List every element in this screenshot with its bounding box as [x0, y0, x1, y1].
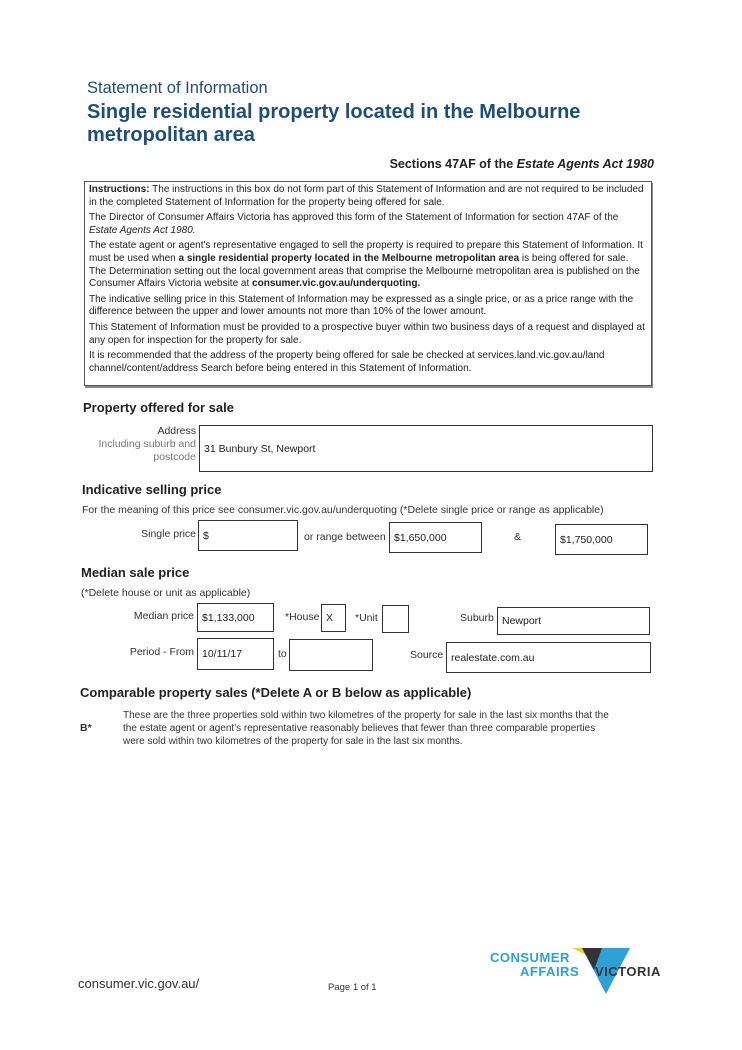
- document-title: Single residential property located in the Melbourne metropolitan area: [87, 101, 581, 146]
- single-price-field[interactable]: $: [198, 520, 298, 551]
- price-heading: Indicative selling price: [82, 482, 222, 497]
- document-kicker: Statement of Information: [87, 79, 268, 97]
- option-marker: B*: [80, 722, 92, 734]
- period-from-label: Period - From: [129, 646, 194, 658]
- address-sublabel-2: postcode: [153, 451, 196, 463]
- median-price-label: Median price: [133, 610, 194, 622]
- unit-label: *Unit: [355, 612, 378, 624]
- house-label: *House: [285, 611, 320, 623]
- unit-field[interactable]: [382, 605, 409, 633]
- instructions-p5: This Statement of Information must be provided to a prospective buyer within two business days of a request and displayed at any open for inspection for the property for sale.: [89, 321, 645, 346]
- instructions-box: [84, 181, 652, 386]
- comparable-text-line-3: were sold within two kilometres of the property for sale in the last six months.: [123, 736, 463, 747]
- source-field[interactable]: realestate.com.au: [446, 642, 651, 673]
- instructions-p1: [89, 184, 647, 209]
- instructions-p2-act: Estate Agents Act 1980.: [89, 224, 196, 236]
- suburb-label: Suburb: [460, 612, 494, 624]
- logo-text-consumer: CONSUMER: [490, 950, 570, 965]
- comparable-text-line-2: the estate agent or agent's representative reasonably believes that fewer than three comparable properties: [123, 723, 596, 734]
- instructions-p3-link[interactable]: consumer.vic.gov.au/underquoting.: [252, 278, 421, 290]
- consumer-affairs-victoria-logo: [490, 948, 660, 998]
- single-price-label: Single price: [141, 528, 196, 540]
- instructions-p3-a: The estate agent or agent's representative engaged to sell the property is required to prepare this Statement of Information. It must be used when: [89, 240, 643, 264]
- page-number: Page 1 of 1: [328, 982, 377, 993]
- address-field[interactable]: 31 Bunbury St, Newport: [199, 425, 653, 472]
- median-heading: Median sale price: [81, 565, 190, 580]
- instructions-p1-text: The instructions in this box do not form part of this Statement of Information and are not required to be included in the completed Statement of Information for the property being offered for sale.: [89, 184, 644, 208]
- range-ampersand: &: [514, 531, 522, 543]
- footer-url[interactable]: consumer.vic.gov.au/: [78, 976, 200, 991]
- comparable-heading: Comparable property sales (*Delete A or B below as applicable): [80, 685, 472, 700]
- house-field[interactable]: X: [321, 604, 346, 632]
- address-sublabel-1: Including suburb and: [98, 438, 196, 450]
- property-heading: Property offered for sale: [83, 400, 234, 415]
- act-reference-prefix: Sections 47AF of the: [389, 157, 517, 171]
- source-label: Source: [410, 649, 444, 661]
- range-low-field[interactable]: $1,650,000: [389, 522, 482, 553]
- suburb-field[interactable]: Newport: [497, 607, 650, 635]
- instructions-p3: [89, 240, 647, 290]
- instructions-p4: The indicative selling price in this Statement of Information may be expressed as a single price, or as a price range with the difference between the upper and lower amounts not more than 10% of the lower amount.: [89, 293, 634, 318]
- range-high-field[interactable]: $1,750,000: [555, 524, 648, 555]
- median-price-field[interactable]: $1,133,000: [197, 603, 274, 632]
- act-reference-name: Estate Agents Act 1980: [516, 157, 654, 171]
- price-note: For the meaning of this price see consumer.vic.gov.au/underquoting (*Delete single price or range as applicable): [82, 504, 604, 516]
- comparable-text-line-1: These are the three properties sold within two kilometres of the property for sale in the last six months that the: [123, 710, 609, 721]
- instructions-p3-c: is being offered for sale. The Determination setting out the local government areas that comprise the Melbourne metropolitan area is published on the Consumer Affairs Victoria website at: [89, 252, 640, 290]
- instructions-label: Instructions:: [89, 184, 150, 195]
- period-from-field[interactable]: 10/11/17: [197, 638, 274, 670]
- median-note: (*Delete house or unit as applicable): [81, 587, 251, 599]
- comparable-text: [123, 709, 609, 748]
- instructions-p6: It is recommended that the address of the property being offered for sale be checked at services.land.vic.gov.au/land channel/content/address Search before being entered in this Statement of Information.: [89, 350, 605, 374]
- logo-text-affairs: AFFAIRS: [520, 964, 580, 979]
- period-to-label: to: [278, 648, 287, 660]
- range-label: or range between: [304, 531, 386, 543]
- act-reference: [390, 157, 654, 171]
- logo-text-victoria: VICTORIA: [595, 964, 661, 979]
- address-label: Address: [157, 425, 196, 437]
- instructions-p3-b: a single residential property located in the Melbourne metropolitan area: [178, 252, 520, 264]
- instructions-p2: [89, 212, 647, 237]
- period-to-field[interactable]: [289, 639, 373, 671]
- instructions-p2-text: The Director of Consumer Affairs Victoria has approved this form of the Statement of Information for section 47AF of the: [89, 212, 619, 224]
